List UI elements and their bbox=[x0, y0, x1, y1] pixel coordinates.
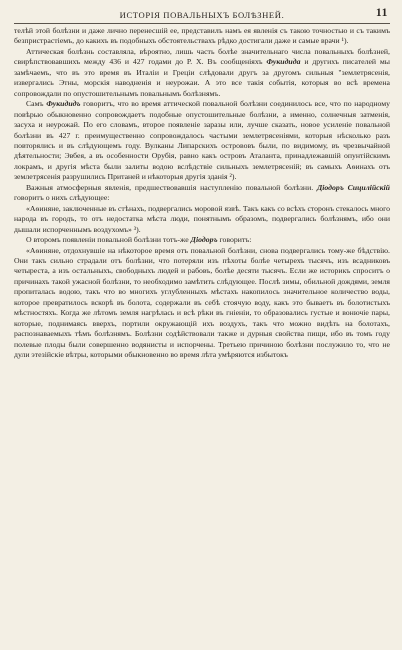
paragraph bbox=[14, 26, 390, 47]
paragraph bbox=[14, 183, 390, 204]
emphasized-name: Діодоръ bbox=[190, 235, 218, 245]
paragraph bbox=[14, 235, 390, 245]
page-number: 11 bbox=[375, 7, 388, 19]
body-text bbox=[14, 26, 390, 361]
paragraph-text: говоритъ о нихъ слѣдующее: bbox=[14, 193, 110, 203]
paragraph-text: О второмъ появленіи повальной болѣзни тотъ-же bbox=[26, 235, 191, 245]
paragraph bbox=[14, 246, 390, 361]
running-head bbox=[14, 6, 390, 23]
emphasized-name: Фукидидъ bbox=[46, 99, 81, 109]
paragraph bbox=[14, 47, 390, 99]
emphasized-name: Фукидида bbox=[266, 57, 301, 67]
emphasized-name: Діодоръ Сицилійскій bbox=[316, 182, 390, 192]
paragraph-text: Самъ bbox=[26, 99, 47, 109]
paragraph bbox=[14, 204, 390, 235]
paragraph-text: «Аѳиняне, отдохнувшіе на нѣкоторое время отъ повальной болѣзни, снова подвергались тому-же бѣдствію. Они такъ сильно страдали отъ болѣзни, что потеряли изъ пѣхоты болѣе четырехъ тысячъ, изъ всадниковъ четыреста, а изъ остальныхъ, свободныхъ людей и рабовъ, болѣе десяти тысячъ. Если же историкъ спроситъ о причинахъ такой ужасной болѣзни, то необходимо замѣтить слѣдующее. Послѣ зимы, обильной дождями, земля пропиталась водою, такъ что во многихъ углубленныхъ мѣстахъ накопилось значительное количество воды, которое превратилось вскорѣ въ болота, содержали въ себѣ стоячую воду, какъ это бываетъ въ болотистыхъ мѣстностяхъ. Когда же лѣтомъ земля нагрѣлась и всѣ рѣки въ гніеніи, то образовались густые и вонючіе пары, которые, поднимаясь вверхъ, портили окружающій ихъ воздухъ, такъ что можно видѣть на болотахъ, распознаваемыхъ тѣмъ болѣзнямъ. Болѣзни содѣйствовали также и дурныя свойства пищи, ибо въ томъ году полевые плоды были совершенно водянисты и испорчены. Третьею причиною болѣзни послужило то, что не дули этезійскіе вѣтры, которыми обыкновенно во время лѣта умѣряются избытокъ bbox=[14, 245, 390, 360]
paragraph-text: Важныя атмосферныя явленія, предшествовавшія наступленію повальной болѣзни. bbox=[26, 182, 317, 192]
paragraph-text: Аттическая болѣзнь составляла, вѣроятно, лишь часть болѣе значительнаго числа повальныхъ болѣзней, свирѣпствовавшихъ между 436 и 427 годами до Р. Х. Въ сообщеніяхъ bbox=[14, 46, 390, 67]
paragraph-text: «Аѳиняне, заключенные въ стѣнахъ, подвергались моровой язвѣ. Такъ какъ со всѣхъ сторонъ стекалось много народа въ городъ, то отъ недостатка мѣста люди, понятнымъ образомъ, подвергались болѣзнямъ, ибо они дышали испорченнымъ воздухомъ» ³). bbox=[14, 203, 390, 234]
paragraph-text: и другихъ писателей мы замѣчаемъ, что въ это время въ Италіи и Греціи слѣдовали другъ за другомъ сильныя "землетрясенія, извергались Этны, морскія наводненія и неурожаи. А это все такія событія, которыя во всѣ времена сопровождали по опустошительнымъ повальнымъ болѣзнямъ. bbox=[14, 57, 390, 98]
header-rule bbox=[14, 23, 390, 24]
paragraph-text: говоритъ, что во время аттической повальной болѣзни соединилось все, что по народному повѣрью обыкновенно сопровождаетъ подобные опустошительные болѣзни, а именно, солнечныя затменія, засуха и неурожай. По его словамъ, второе появленіе заразы или, лучше сказать, новое усиленіе повальной болѣзни въ 427 г. преимущественно сопровождалось частыми землетрясеніями, которыя нѣсколько разъ повторялись и въ слѣдующемъ году. Вулканы Липарскихъ острововъ были, по видимому, въ чрезвычайной дѣятельности; Эвбея, а въ особенности Орубія, равно какъ островъ Аталанта, принадлежавшій опунтійскимъ локрамъ, и другія мѣста были залиты водою вслѣдствіе сильныхъ землетрясеній; въ самыхъ Аѳинахъ отъ землетрясенія разрушились Пританей и нѣкоторыя другія зданія ²). bbox=[14, 99, 390, 182]
paragraph-text: говоритъ: bbox=[217, 235, 252, 245]
running-title: ИСТОРІЯ ПОВАЛЬНЫХЪ БОЛѢЗНЕЙ. bbox=[119, 10, 285, 20]
paragraph bbox=[14, 99, 390, 183]
paragraph-text: телѣй этой болѣзни и даже лично перенесшій ее, представилъ намъ ея явленія съ такою точностью и съ такимъ безпристрастіемъ, до какихъ въ подобныхъ обстоятельствахъ рѣдко достигали даже и самые врачи ¹). bbox=[14, 26, 390, 46]
